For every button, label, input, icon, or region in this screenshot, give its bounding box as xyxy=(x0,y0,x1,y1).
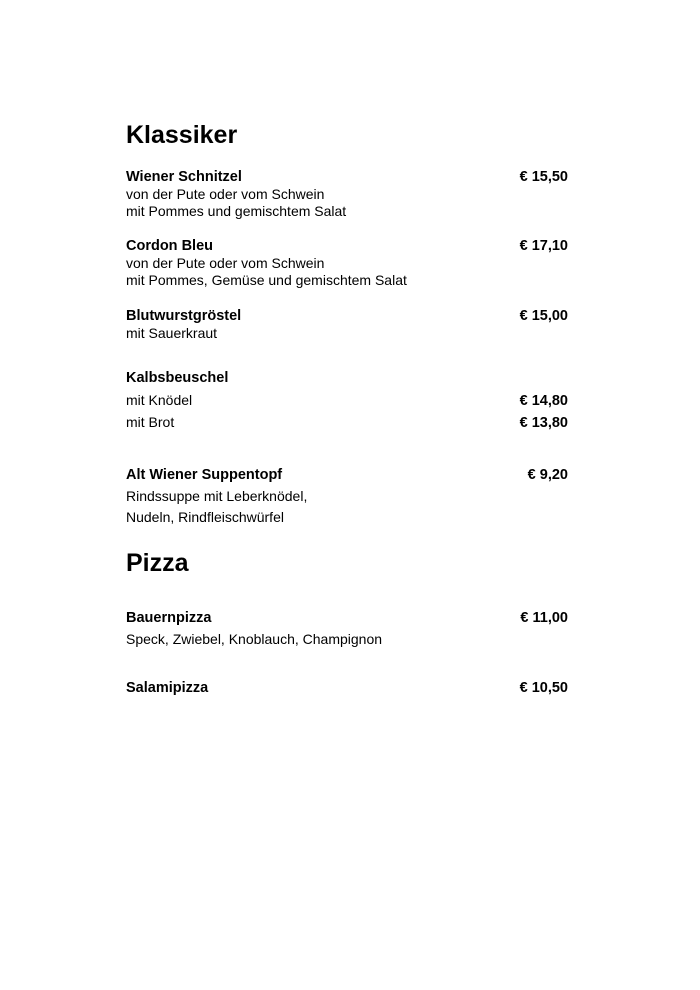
item-price: € 15,50 xyxy=(519,169,568,185)
item-price: € 15,00 xyxy=(519,308,568,324)
item-name: Bauernpizza xyxy=(126,610,212,626)
section-title-klassiker: Klassiker xyxy=(126,121,238,149)
item-price: € 11,00 xyxy=(520,610,568,626)
item-description: Nudeln, Rindfleischwürfel xyxy=(126,509,284,525)
variant-price: € 14,80 xyxy=(519,393,568,409)
item-name: Salamipizza xyxy=(126,680,209,696)
item-description: mit Pommes und gemischtem Salat xyxy=(126,203,347,219)
item-description: von der Pute oder vom Schwein xyxy=(126,255,325,271)
item-name: Alt Wiener Suppentopf xyxy=(126,467,283,483)
item-description: mit Sauerkraut xyxy=(126,325,218,341)
item-name: Kalbsbeuschel xyxy=(126,370,229,386)
item-price: € 17,10 xyxy=(519,238,568,254)
item-name: Blutwurstgröstel xyxy=(126,308,242,324)
item-description: Rindssuppe mit Leberknödel, xyxy=(126,488,308,504)
item-price: € 10,50 xyxy=(519,680,568,696)
item-price: € 9,20 xyxy=(527,467,568,483)
item-name: Wiener Schnitzel xyxy=(126,169,242,185)
item-name: Cordon Bleu xyxy=(126,238,213,254)
item-description: von der Pute oder vom Schwein xyxy=(126,186,325,202)
variant-label: mit Brot xyxy=(126,414,175,430)
variant-label: mit Knödel xyxy=(126,392,193,408)
variant-price: € 13,80 xyxy=(519,415,568,431)
section-title-pizza: Pizza xyxy=(126,549,189,577)
item-description: Speck, Zwiebel, Knoblauch, Champignon xyxy=(126,631,383,647)
item-description: mit Pommes, Gemüse und gemischtem Salat xyxy=(126,272,407,288)
